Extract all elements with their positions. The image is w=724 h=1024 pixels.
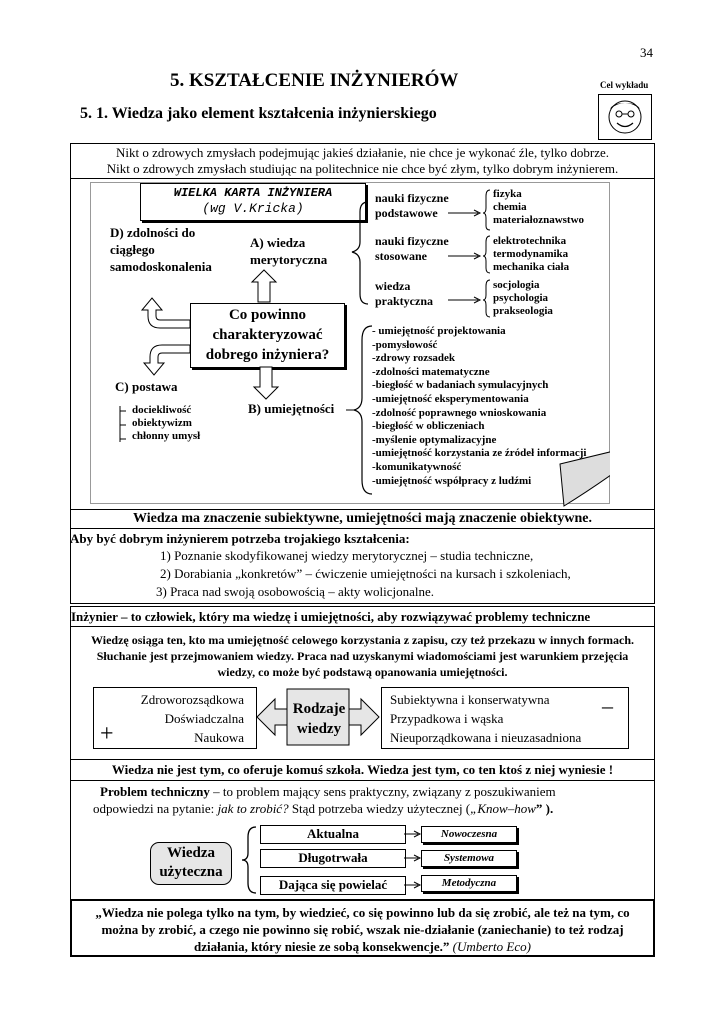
group-label-stosowane: nauki fizyczne stosowane bbox=[375, 234, 449, 263]
group-label-podstawowe: nauki fizyczne podstawowe bbox=[375, 191, 449, 220]
tag-systemowa: Systemowa bbox=[421, 850, 517, 867]
szkola-statement: Wiedza nie jest tym, co oferuje komuś szkoła. Wiedza jest tym, co ten ktoś z niej wyniesie ! bbox=[70, 759, 655, 781]
uzyteczna-item-powielac: Dająca się powielać bbox=[260, 876, 406, 895]
problem-text1: – to problem mający sens praktyczny, związany z poszukiwaniem bbox=[209, 784, 556, 799]
smiley-icon bbox=[599, 95, 651, 139]
postawa-item: chłonny umysł bbox=[132, 430, 201, 442]
intro-line-1: Nikt o zdrowych zmysłach podejmując jakieś działanie, nie chce je wykonać źle, tylko dobrze. bbox=[115, 145, 610, 160]
page-number: 34 bbox=[640, 45, 653, 60]
umiejetnosc-item: -zdolności matematyczne bbox=[372, 365, 490, 378]
umiejetnosc-item: -komunikatywność bbox=[372, 460, 462, 473]
quote-body: „Wiedza nie polega tylko na tym, by wiedzieć, co się powinno lub da się zrobić, ale też na tym, co można by zrobić, a czego nie powinno się robić, wszak nie-działanie (zaniechanie) to też rodzaj działania, który niesie ze sobą konsekwencje.” bbox=[95, 905, 630, 954]
center-question: Co powinno charakteryzować dobrego inżyniera? bbox=[190, 303, 345, 368]
group-label-praktyczna: wiedza praktyczna bbox=[375, 279, 433, 308]
arrow-down-icon bbox=[254, 367, 278, 399]
rodzaje-center-label: Rodzaje wiedzy bbox=[292, 701, 346, 737]
face-picture bbox=[598, 94, 652, 140]
c-label: C) postawa bbox=[115, 379, 178, 394]
arrow-to-d-icon bbox=[142, 298, 190, 328]
problem-text2d: „Know–how bbox=[470, 801, 536, 816]
d-label: D) zdolności do ciągłego samodoskonalenia bbox=[110, 225, 212, 274]
problem-bold: Problem techniczny bbox=[100, 784, 210, 799]
problem-text2b: jak to zrobić? bbox=[217, 801, 289, 816]
umiejetnosc-item: -umiejętność współpracy z ludźmi bbox=[372, 474, 532, 487]
wiedza-znaczenie: Wiedza ma znaczenie subiektywne, umiejętności mają znaczenie obiektywne. bbox=[70, 509, 655, 529]
umiejetnosc-item: -biegłość w obliczeniach bbox=[372, 420, 485, 433]
rodzaje-right-box bbox=[381, 687, 629, 749]
karta-title: WIELKA KARTA INŻYNIERA bbox=[173, 186, 333, 200]
rodzaje-left-box bbox=[93, 687, 257, 749]
trojakie-title: Aby być dobrym inżynierem potrzeba trojakiego kształcenia: bbox=[70, 531, 410, 546]
problem-line-1 bbox=[100, 784, 556, 800]
chapter-title: 5. KSZTAŁCENIE INŻYNIERÓW bbox=[170, 70, 459, 91]
a-label: A) wiedza merytoryczna bbox=[250, 235, 328, 267]
rodzaj-item: Doświadczalna bbox=[164, 711, 244, 726]
umiejetnosc-item: -umiejętność korzystania ze źródeł informacji bbox=[372, 447, 587, 460]
problem-text2a: odpowiedzi na pytanie: bbox=[93, 801, 218, 816]
uzyteczna-item-dlugotrwala: Długotrwała bbox=[260, 849, 406, 868]
rodzaj-cecha: Przypadkowa i wąska bbox=[390, 711, 504, 726]
umiejetnosc-item: -umiejętność eksperymentowania bbox=[372, 392, 529, 405]
postawa-list bbox=[132, 404, 200, 443]
umiejetnosc-item: -biegłość w badaniach symulacyjnych bbox=[372, 379, 549, 392]
sublist-item: socjologia bbox=[493, 279, 540, 291]
sublist-praktyczna bbox=[493, 279, 553, 318]
uzyteczna-brace bbox=[232, 823, 262, 897]
karta-sub: (wg V.Kricka) bbox=[202, 201, 304, 216]
rodzaj-cecha: Nieuporządkowana i nieuzasadniona bbox=[390, 730, 582, 745]
intro-line-2: Nikt o zdrowych zmysłach studiując na politechnice nie chce być złym, tylko dobrym inżynierem. bbox=[106, 161, 619, 176]
sublist-item: mechanika ciała bbox=[493, 261, 570, 273]
inzynier-definition: Inżynier – to człowiek, który ma wiedzę i umiejętności, aby rozwiązywać problemy techniczne bbox=[70, 606, 655, 627]
arrow-to-c-icon bbox=[144, 345, 190, 375]
quote-author: (Umberto Eco) bbox=[449, 939, 531, 954]
sublist-item: psychologia bbox=[493, 292, 549, 304]
tag-metodyczna: Metodyczna bbox=[421, 875, 517, 892]
arrow-up-icon bbox=[252, 270, 276, 302]
wiedza-uzyteczna-label: Wiedza użyteczna bbox=[150, 842, 232, 885]
b-label: B) umiejętności bbox=[248, 401, 335, 416]
sublist-stosowane bbox=[493, 235, 569, 274]
sublist-item: prakseologia bbox=[493, 305, 553, 317]
tag-nowoczesna: Nowoczesna bbox=[421, 826, 517, 843]
umiejetnosc-item: - umiejętność projektowania bbox=[372, 325, 506, 337]
rodzaj-item: Naukowa bbox=[194, 730, 244, 745]
problem-text2c: Stąd potrzeba wiedzy użytecznej ( bbox=[288, 801, 471, 816]
sublist-item: termodynamika bbox=[493, 248, 569, 260]
umiejetnosc-item: -pomysłowość bbox=[372, 338, 438, 351]
quote-text bbox=[72, 901, 653, 955]
sublist-item: fizyka bbox=[493, 188, 522, 200]
trojakie-item-3: 3) Praca nad swoją osobowością – akty wolicjonalne. bbox=[156, 584, 434, 599]
section-title: 5. 1. Wiedza jako element kształcenia inżynierskiego bbox=[80, 105, 437, 122]
postawa-item: obiektywizm bbox=[132, 417, 192, 429]
wiedza-osiaga-text: Wiedzę osiąga ten, kto ma umiejętność celowego korzystania z zapisu, czy też przekazu w innych formach. Słuchanie jest przejmowaniem wiedzy. Praca nad uzyskanymi wiadomościami jest warunkiem przejęcia wiedzy, co może być podstawą opanowania umiejętności. bbox=[90, 633, 635, 679]
postawa-item: dociekliwość bbox=[132, 404, 192, 416]
intro-box bbox=[70, 143, 655, 179]
sublist-item: elektrotechnika bbox=[493, 235, 567, 247]
plus-sign: + bbox=[100, 721, 114, 747]
umiejetnosci-list bbox=[372, 325, 586, 488]
sublist-item: chemia bbox=[493, 201, 527, 213]
problem-text2e: ” ). bbox=[535, 801, 554, 816]
quote-box bbox=[70, 899, 655, 957]
minus-sign: – bbox=[602, 693, 613, 718]
cel-wykladu-label: Cel wykładu bbox=[600, 80, 649, 90]
umiejetnosc-item: -zdrowy rozsadek bbox=[372, 352, 456, 365]
rodzaj-item: Zdroworozsądkowa bbox=[140, 692, 244, 707]
trojakie-item-2: 2) Dorabiania „konkretów” – ćwiczenie umiejętności na kursach i szkoleniach, bbox=[160, 566, 571, 581]
sublist-podstawowe bbox=[493, 188, 584, 227]
uzyteczna-item-aktualna: Aktualna bbox=[260, 825, 406, 844]
rodzaj-cecha: Subiektywna i konserwatywna bbox=[390, 692, 550, 707]
sublist-item: materiałoznawstwo bbox=[493, 214, 585, 226]
trojakie-item-1: 1) Poznanie skodyfikowanej wiedzy merytorycznej – studia techniczne, bbox=[160, 548, 534, 563]
umiejetnosc-item: -myślenie optymalizacyjne bbox=[372, 433, 497, 446]
umiejetnosc-item: -zdolność poprawnego wnioskowania bbox=[372, 406, 547, 419]
problem-line-2 bbox=[93, 801, 553, 817]
